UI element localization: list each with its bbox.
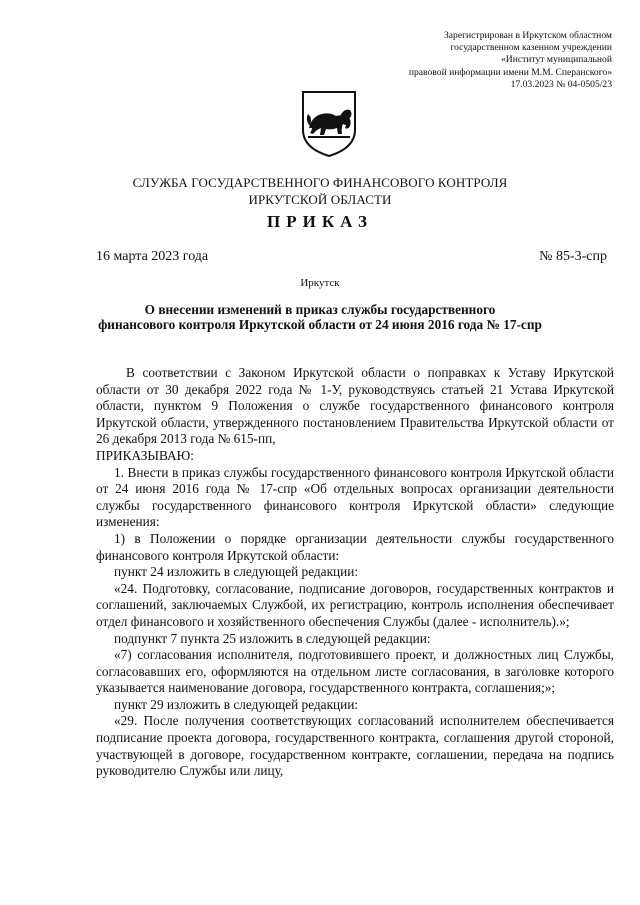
registration-stamp-line: государственном казенном учреждении bbox=[450, 42, 612, 54]
registration-stamp bbox=[352, 30, 612, 91]
document-heading bbox=[60, 302, 580, 332]
registration-stamp-line: 17.03.2023 № 04-0505/23 bbox=[510, 78, 612, 90]
organization-region: ИРКУТСКОЙ ОБЛАСТИ bbox=[248, 192, 392, 207]
body-paragraph: «24. Подготовку, согласование, подписание договоров, государственных контрактов и соглашений, заключаемых Службой, их регистрацию, контроль исполнения обеспечивает отдел финансового и хозяйственного обеспечения Службы (далее - исполнитель).»; bbox=[96, 580, 614, 629]
document-body bbox=[96, 365, 614, 780]
irkutsk-coat-of-arms-icon bbox=[300, 90, 358, 158]
body-paragraph: пункт 24 изложить в следующей редакции: bbox=[114, 564, 359, 580]
body-paragraph: 1) в Положении о порядке организации деятельности службы государственного финансового контроля Иркутской области: bbox=[96, 530, 614, 563]
body-paragraph: подпункт 7 пункта 25 изложить в следующей редакции: bbox=[114, 630, 431, 646]
order-keyword: ПРИКАЗЫВАЮ: bbox=[96, 447, 194, 463]
body-paragraph: «7) согласования исполнителя, подготовившего проект, и должностных лиц Службы, согласовавших его, оформляются на отдельном листе согласования, в заголовке которого указывается наименование договора, государственного контракта, соглашения;»; bbox=[96, 647, 614, 696]
document-city: Иркутск bbox=[300, 277, 340, 289]
document-heading-line: финансового контроля Иркутской области от 24 июня 2016 года № 17-спр bbox=[98, 317, 542, 332]
body-paragraph: 1. Внести в приказ службы государственного финансового контроля Иркутской области от 24 июня 2016 года № 17-спр «Об отдельных вопросах организации деятельности службы государственного финансового контроля Иркутской области» следующие изменения: bbox=[96, 464, 614, 530]
body-paragraph: «29. После получения соответствующих согласований исполнителем обеспечивается подписание проекта договора, государственного контракта, соглашения другой стороной, участвующей в договоре, государственном контракте, соглашении, передача на подпись руководителю Службы или лицу, bbox=[96, 713, 614, 779]
document-type: ПРИКАЗ bbox=[267, 212, 373, 231]
body-paragraph: пункт 29 изложить в следующей редакции: bbox=[114, 696, 359, 712]
registration-stamp-line: правовой информации имени М.М. Сперанского» bbox=[408, 66, 612, 78]
document-heading-line: О внесении изменений в приказ службы государственного bbox=[144, 302, 496, 317]
registration-stamp-line: «Институт муниципальной bbox=[500, 54, 612, 66]
document-number: № 85-3-спр bbox=[539, 249, 607, 264]
document-date: 16 марта 2023 года bbox=[96, 249, 209, 264]
organization-name: СЛУЖБА ГОСУДАРСТВЕННОГО ФИНАНСОВОГО КОНТРОЛЯ bbox=[132, 175, 508, 190]
registration-stamp-line: Зарегистрирован в Иркутском областном bbox=[443, 30, 612, 41]
preamble-paragraph: В соответствии с Законом Иркутской области о поправках к Уставу Иркутской области от 30 декабря 2022 года № 1-У, руководствуясь статьей 21 Устава Иркутской области, пунктом 9 Положения о службе государственного финансового контроля Иркутской области, утвержденного постановлением Правительства Иркутской области от 26 декабря 2013 года № 615-пп, bbox=[96, 365, 614, 447]
